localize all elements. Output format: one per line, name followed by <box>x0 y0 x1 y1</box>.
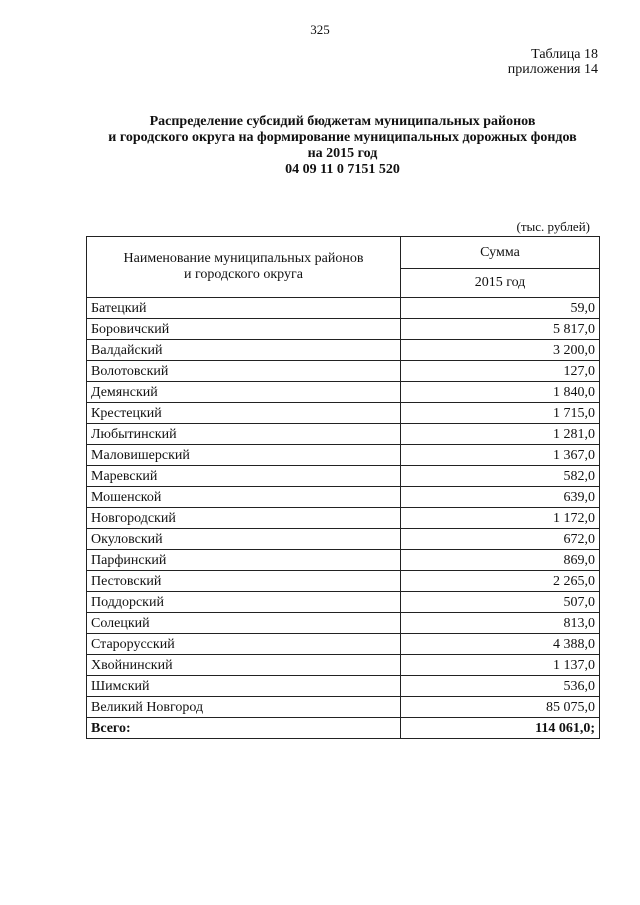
subsidy-table <box>86 236 600 739</box>
table-row <box>87 319 600 340</box>
document-title <box>70 114 615 178</box>
table-row <box>87 655 600 676</box>
row-value-cell: 672,0 <box>401 529 600 550</box>
table-row <box>87 571 600 592</box>
row-value-cell: 127,0 <box>401 361 600 382</box>
row-name-cell: Старорусский <box>87 634 401 655</box>
row-name-cell: Новгородский <box>87 508 401 529</box>
row-value-cell: 5 817,0 <box>401 319 600 340</box>
row-value-cell: 507,0 <box>401 592 600 613</box>
title-line4: 04 09 11 0 7151 520 <box>285 162 400 177</box>
table-reference <box>508 47 598 77</box>
row-value-cell: 1 281,0 <box>401 424 600 445</box>
row-name-cell: Демянский <box>87 382 401 403</box>
header-sum-cell: Сумма <box>401 237 600 269</box>
units-label: (тыс. рублей) <box>516 219 590 234</box>
table-row <box>87 592 600 613</box>
table-row <box>87 298 600 319</box>
table-row <box>87 676 600 697</box>
row-value-cell: 1 172,0 <box>401 508 600 529</box>
title-line2: и городского округа на формирование муниципальных дорожных фондов <box>108 130 577 145</box>
row-value-cell: 1 715,0 <box>401 403 600 424</box>
row-value-cell: 85 075,0 <box>401 697 600 718</box>
table-header-row <box>87 237 600 269</box>
table-total-row <box>87 718 600 739</box>
row-value-cell: 639,0 <box>401 487 600 508</box>
total-value-cell: 114 061,0; <box>401 718 600 739</box>
table-row <box>87 508 600 529</box>
row-name-cell: Мошенской <box>87 487 401 508</box>
table-row <box>87 361 600 382</box>
row-value-cell: 1 367,0 <box>401 445 600 466</box>
table-row <box>87 424 600 445</box>
table-row <box>87 634 600 655</box>
row-name-cell: Солецкий <box>87 613 401 634</box>
table-reference-line2: приложения 14 <box>507 62 598 77</box>
row-value-cell: 813,0 <box>401 613 600 634</box>
table-row <box>87 529 600 550</box>
row-name-cell: Волотовский <box>87 361 401 382</box>
row-value-cell: 1 840,0 <box>401 382 600 403</box>
row-name-cell: Поддорский <box>87 592 401 613</box>
row-name-cell: Хвойнинский <box>87 655 401 676</box>
row-value-cell: 869,0 <box>401 550 600 571</box>
title-line3: на 2015 год <box>307 146 378 161</box>
table-row <box>87 487 600 508</box>
row-value-cell: 3 200,0 <box>401 340 600 361</box>
row-name-cell: Шимский <box>87 676 401 697</box>
row-name-cell: Маловишерский <box>87 445 401 466</box>
row-name-cell: Парфинский <box>87 550 401 571</box>
row-value-cell: 4 388,0 <box>401 634 600 655</box>
table-row <box>87 340 600 361</box>
table-body <box>87 237 600 739</box>
row-name-cell: Валдайский <box>87 340 401 361</box>
header-name-line2: и городского округа <box>184 267 303 282</box>
page-number: 325 <box>310 22 330 37</box>
row-name-cell: Любытинский <box>87 424 401 445</box>
row-value-cell: 2 265,0 <box>401 571 600 592</box>
row-name-cell: Батецкий <box>87 298 401 319</box>
table-reference-line1: Таблица 18 <box>531 47 598 62</box>
header-year-cell: 2015 год <box>401 268 600 297</box>
row-name-cell: Маревский <box>87 466 401 487</box>
table-row <box>87 382 600 403</box>
table-row <box>87 550 600 571</box>
total-label-cell: Всего: <box>87 718 401 739</box>
table-row <box>87 613 600 634</box>
table-row <box>87 403 600 424</box>
row-value-cell: 582,0 <box>401 466 600 487</box>
header-name-cell <box>87 237 401 298</box>
row-value-cell: 59,0 <box>401 298 600 319</box>
header-name-line1: Наименование муниципальных районов <box>123 251 364 266</box>
title-line1: Распределение субсидий бюджетам муниципальных районов <box>149 114 536 129</box>
row-value-cell: 1 137,0 <box>401 655 600 676</box>
table-row <box>87 445 600 466</box>
table-row <box>87 466 600 487</box>
table-row <box>87 697 600 718</box>
row-name-cell: Крестецкий <box>87 403 401 424</box>
row-value-cell: 536,0 <box>401 676 600 697</box>
row-name-cell: Великий Новгород <box>87 697 401 718</box>
row-name-cell: Боровичский <box>87 319 401 340</box>
row-name-cell: Пестовский <box>87 571 401 592</box>
row-name-cell: Окуловский <box>87 529 401 550</box>
